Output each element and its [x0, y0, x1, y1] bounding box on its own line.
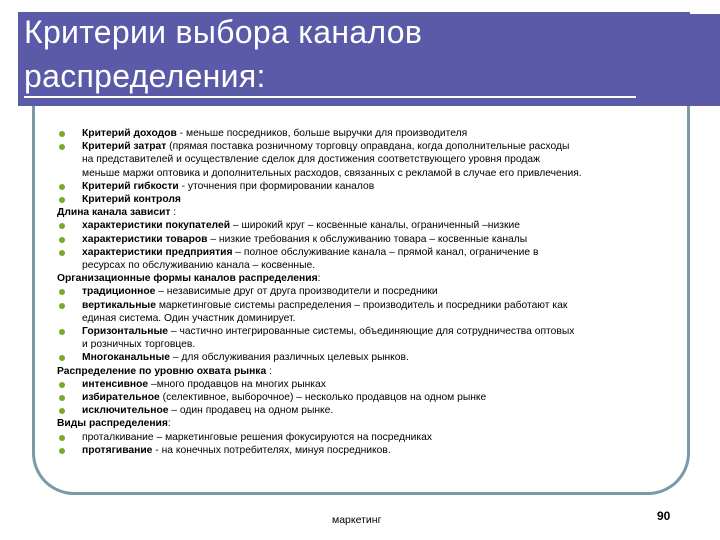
bullet-item: [57, 285, 677, 298]
continuation-line: [57, 259, 677, 272]
section-heading: [57, 365, 677, 378]
heading-text: Виды распределения: [57, 418, 168, 430]
title-corner: [690, 0, 720, 14]
item-term: характеристики товаров: [82, 233, 208, 245]
item-term: Многоканальные: [82, 352, 170, 364]
section-heading: [57, 417, 677, 430]
bullet-item: [57, 127, 677, 140]
footer-text: маркетинг: [332, 514, 382, 526]
item-text: и розничных торговцев.: [82, 339, 196, 351]
item-text: ресурсах по обслуживанию канала – косвенные.: [82, 260, 316, 272]
continuation-line: [57, 153, 677, 166]
continuation-line: [57, 312, 677, 325]
item-text: единая система. Один участник доминирует.: [82, 312, 296, 324]
continuation-line: [57, 167, 677, 180]
item-term: избирательное: [82, 392, 160, 404]
item-text: меньше маржи оптовика и дополнительных расходов, связанных с рекламой в случае его привлечения.: [82, 167, 582, 179]
item-text: - на конечных потребителях, минуя посредников.: [152, 444, 391, 456]
page-number: 90: [657, 509, 671, 523]
item-text: – для обслуживания различных целевых рынков.: [169, 352, 409, 364]
item-text: (прямая поставка розничному торговцу оправдана, когда дополнительные расходы: [166, 141, 570, 153]
bullet-item: [57, 246, 677, 259]
bullet-item: [57, 431, 677, 444]
item-text: –много продавцов на многих рынках: [148, 378, 326, 390]
heading-text: Распределение по уровню охвата рынка: [57, 365, 267, 377]
item-text: – независимые друг от друга производители и посредники: [155, 286, 438, 298]
bullet-item: [57, 325, 677, 338]
bullet-item: [57, 404, 677, 417]
item-term: Критерий затрат: [82, 141, 167, 153]
section-heading: [57, 272, 677, 285]
heading-suffix: :: [170, 207, 177, 219]
heading-suffix: :: [317, 273, 321, 285]
item-text: – частично интегрированные системы, объединяющие для сотрудничества оптовых: [168, 326, 575, 338]
bullet-item: [57, 140, 677, 153]
bullet-item: [57, 219, 677, 232]
item-term: протягивание: [82, 444, 153, 456]
continuation-line: [57, 338, 677, 351]
heading-suffix: :: [266, 365, 272, 377]
item-text: - меньше посредников, больше выручки для производителя: [176, 128, 468, 139]
title-band: [0, 0, 720, 106]
item-term: интенсивное: [82, 378, 149, 390]
item-text: проталкивание – маркетинговые решения фокусируются на посредниках: [82, 431, 433, 443]
item-text: – полное обслуживание канала – прямой канал, ограничение в: [232, 246, 539, 258]
bullet-item: [57, 444, 677, 457]
section-heading: [57, 206, 677, 219]
item-term: Критерий доходов: [82, 128, 177, 139]
item-text: маркетинговые системы распределения – производитель и посредники работают как: [155, 299, 568, 311]
bullet-item: [57, 233, 677, 246]
bullet-item: [57, 391, 677, 404]
bullet-item: [57, 378, 677, 391]
item-term: исключительное: [82, 405, 169, 417]
item-text: – один продавец на одном рынке.: [168, 405, 334, 417]
item-text: - уточнения при формировании каналов: [178, 180, 375, 192]
item-term: характеристики предприятия: [82, 246, 233, 258]
slide-title-line-2: распределения:: [24, 58, 266, 94]
slide-title-line-1: Критерии выбора каналов: [24, 14, 423, 50]
bullet-item: [57, 193, 677, 206]
heading-suffix: :: [167, 418, 171, 430]
heading-text: Длина канала зависит: [57, 207, 171, 219]
item-text: (селективное, выборочное) – несколько продавцов на одном рынке: [159, 392, 487, 404]
heading-text: Организационные формы каналов распределения: [57, 273, 318, 285]
bullet-item: [57, 299, 677, 312]
item-text: – широкий круг – косвенные каналы, ограниченный –низкие: [230, 220, 520, 232]
item-term: традиционное: [82, 286, 156, 298]
item-term: вертикальные: [82, 299, 156, 311]
slide-content: [57, 127, 677, 457]
item-term: Горизонтальные: [82, 326, 168, 338]
item-term: Критерий контроля: [82, 194, 181, 206]
item-term: характеристики покупателей: [82, 220, 231, 232]
item-term: Критерий гибкости: [82, 180, 179, 192]
title-underline: [24, 96, 636, 98]
bullet-item: [57, 180, 677, 193]
item-text: на представителей и осуществление сделок для достижения соответствующего уровня продаж: [82, 154, 540, 166]
item-text: – низкие требования к обслуживанию товара – косвенные каналы: [207, 233, 528, 245]
bullet-item: [57, 351, 677, 364]
